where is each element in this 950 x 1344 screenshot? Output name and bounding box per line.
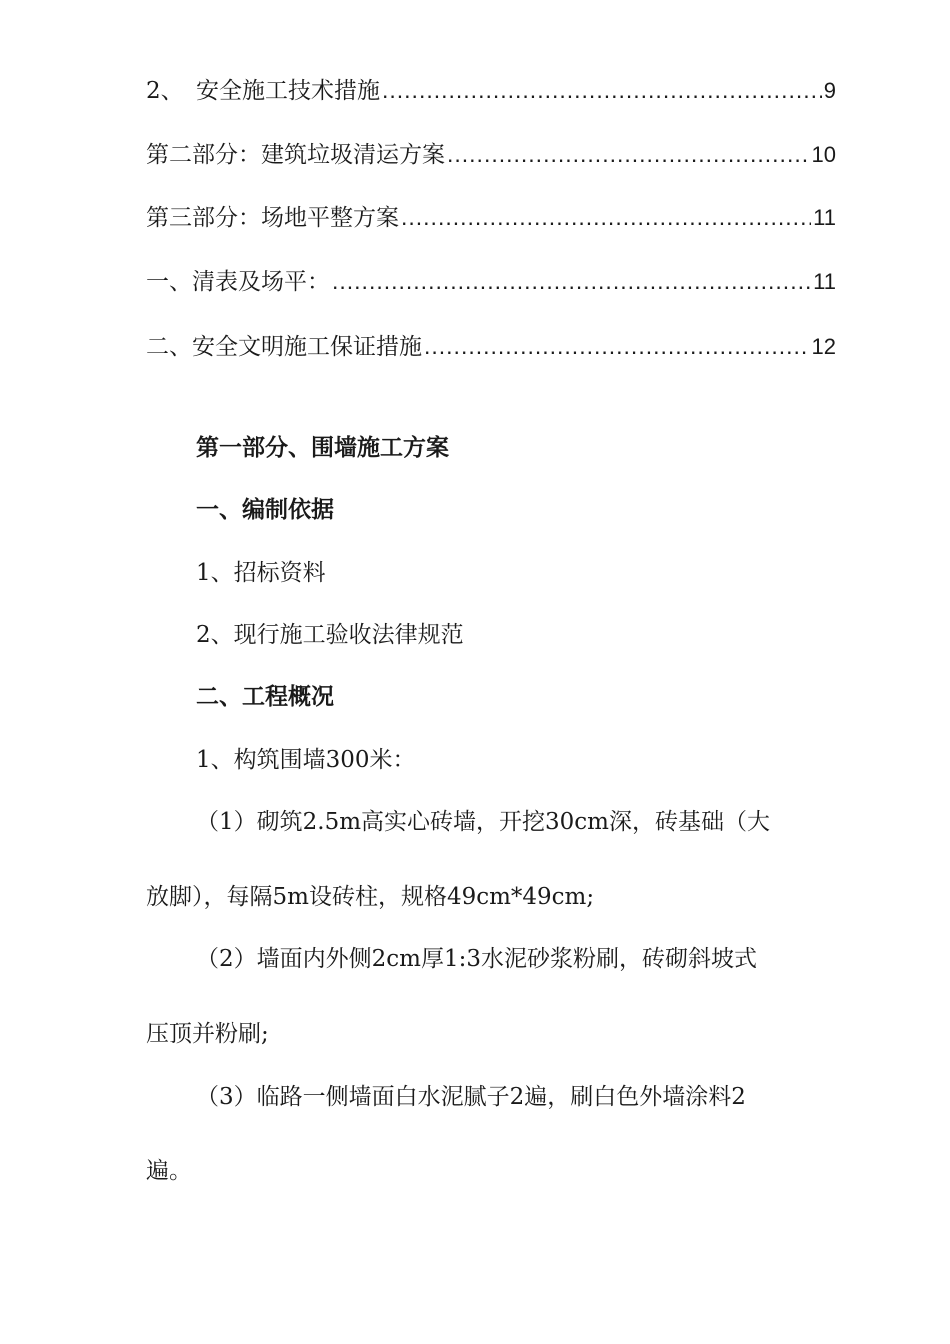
basis-item: 2、现行施工验收法律规范	[196, 622, 464, 648]
toc-page-number: 9	[823, 78, 836, 103]
toc-entry-label: 二、安全文明施工保证措施	[146, 334, 422, 360]
toc-dot-leader	[401, 201, 811, 233]
paragraph-line: 遍。	[146, 1158, 192, 1184]
paragraph-line: 压顶并粉刷;	[146, 1021, 269, 1047]
toc-entry[interactable]	[146, 138, 836, 171]
part-title: 第一部分、围墙施工方案	[196, 434, 449, 461]
paragraph-line: （2）墙面内外侧2cm厚1:3水泥砂浆粉刷，砖砌斜坡式	[196, 946, 757, 972]
toc-entry-label: 第三部分：场地平整方案	[146, 205, 399, 231]
toc-entry-title: 安全施工技术措施	[196, 78, 380, 104]
toc-dot-leader	[332, 265, 811, 297]
toc-entry[interactable]	[146, 201, 836, 234]
paragraph-line: （1）砌筑2.5m高实心砖墙，开挖30cm深，砖基础（大	[196, 809, 770, 835]
basis-item: 1、招标资料	[196, 560, 326, 586]
section-heading-overview: 二、工程概况	[196, 683, 334, 710]
toc-entry[interactable]	[146, 330, 836, 363]
toc-entry-number: 2、	[146, 78, 184, 104]
toc-dot-leader	[382, 74, 822, 106]
toc-dot-leader	[447, 138, 810, 170]
paragraph-line: 放脚），每隔5m设砖柱，规格49cm*49cm;	[146, 884, 595, 910]
toc-page-number: 12	[811, 334, 836, 359]
toc-entry[interactable]	[146, 74, 836, 107]
toc-page-number: 10	[811, 142, 836, 167]
toc-page-number: 11	[813, 269, 836, 294]
section-heading-basis: 一、编制依据	[196, 496, 334, 523]
toc-entry[interactable]	[146, 265, 836, 298]
toc-entry-label: 一、清表及场平：	[146, 269, 330, 295]
toc-entry-label	[146, 75, 380, 107]
toc-dot-leader	[424, 330, 810, 362]
overview-item: 1、构筑围墙300米：	[196, 747, 416, 773]
paragraph-line: （3）临路一侧墙面白水泥腻子2遍，刷白色外墙涂料2	[196, 1084, 746, 1110]
toc-entry-label: 第二部分：建筑垃圾清运方案	[146, 142, 445, 168]
toc-page-number: 11	[813, 205, 836, 230]
